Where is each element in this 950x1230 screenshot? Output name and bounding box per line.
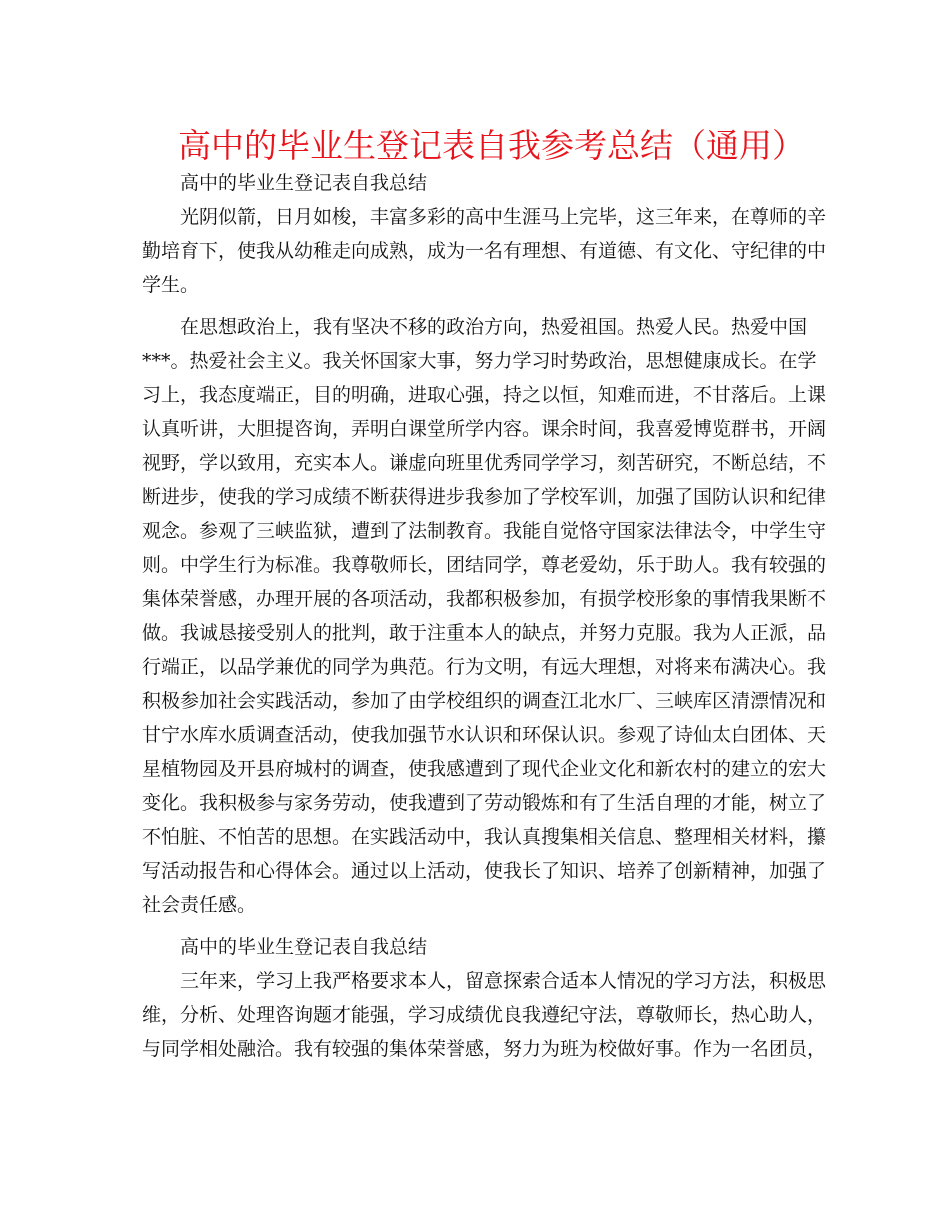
section-heading: 高中的毕业生登记表自我总结	[180, 172, 428, 194]
document-title: 高中的毕业生登记表自我参考总结（通用）	[178, 126, 805, 165]
body-paragraph: 三年来，学习上我严格要求本人，留意探索合适本人情况的学习方法，积极思维，分析、处理咨询题才能强，学习成绩优良我遵纪守法，尊敬师长，热心助人，与同学相处融洽。我有较强的集体荣誉感，努力为班为校做好事。作为一名团员，	[142, 970, 827, 1060]
body-paragraph: 光阴似箭，日月如梭，丰富多彩的高中生涯马上完毕，这三年来，在尊师的辛勤培育下，使我从幼稚走向成熟，成为一名有理想、有道德、有文化、守纪律的中学生。	[142, 206, 827, 296]
body-paragraph: 在思想政治上，我有坚决不移的政治方向，热爱祖国。热爱人民。热爱中国***。热爱社会主义。我关怀国家大事，努力学习时势政治，思想健康成长。在学习上，我态度端正，目的明确，进取心强，持之以恒，知难而进，不甘落后。上课认真听讲，大胆提咨询，弄明白课堂所学内容。课余时间，我喜爱博览群书，开阔视野，学以致用，充实本人。谦虚向班里优秀同学学习，刻苦研究，不断总结，不断进步，使我的学习成绩不断获得进步我参加了学校军训，加强了国防认识和纪律观念。参观了三峡监狱，遭到了法制教育。我能自觉恪守国家法律法令，中学生守则。中学生行为标准。我尊敬师长，团结同学，尊老爱幼，乐于助人。我有较强的集体荣誉感，办理开展的各项活动，我都积极参加，有损学校形象的事情我果断不做。我诚恳接受别人的批判，敢于注重本人的缺点，并努力克服。我为人正派，品行端正，以品学兼优的同学为典范。行为文明，有远大理想，对将来布满决心。我积极参加社会实践活动，参加了由学校组织的调查江北水厂、三峡库区清漂情况和甘宁水库水质调查活动，使我加强节水认识和环保认识。参观了诗仙太白团体、天星植物园及开县府城村的调查，使我感遭到了现代企业文化和新农村的建立的宏大变化。我积极参与家务劳动，使我遭到了劳动锻炼和有了生活自理的才能，树立了不怕脏、不怕苦的思想。在实践活动中，我认真搜集相关信息、整理相关材料，攥写活动报告和心得体会。通过以上活动，使我长了知识、培养了创新精神，加强了社会责任感。	[142, 316, 827, 916]
section-heading: 高中的毕业生登记表自我总结	[180, 936, 428, 958]
document-body	[142, 166, 832, 1066]
